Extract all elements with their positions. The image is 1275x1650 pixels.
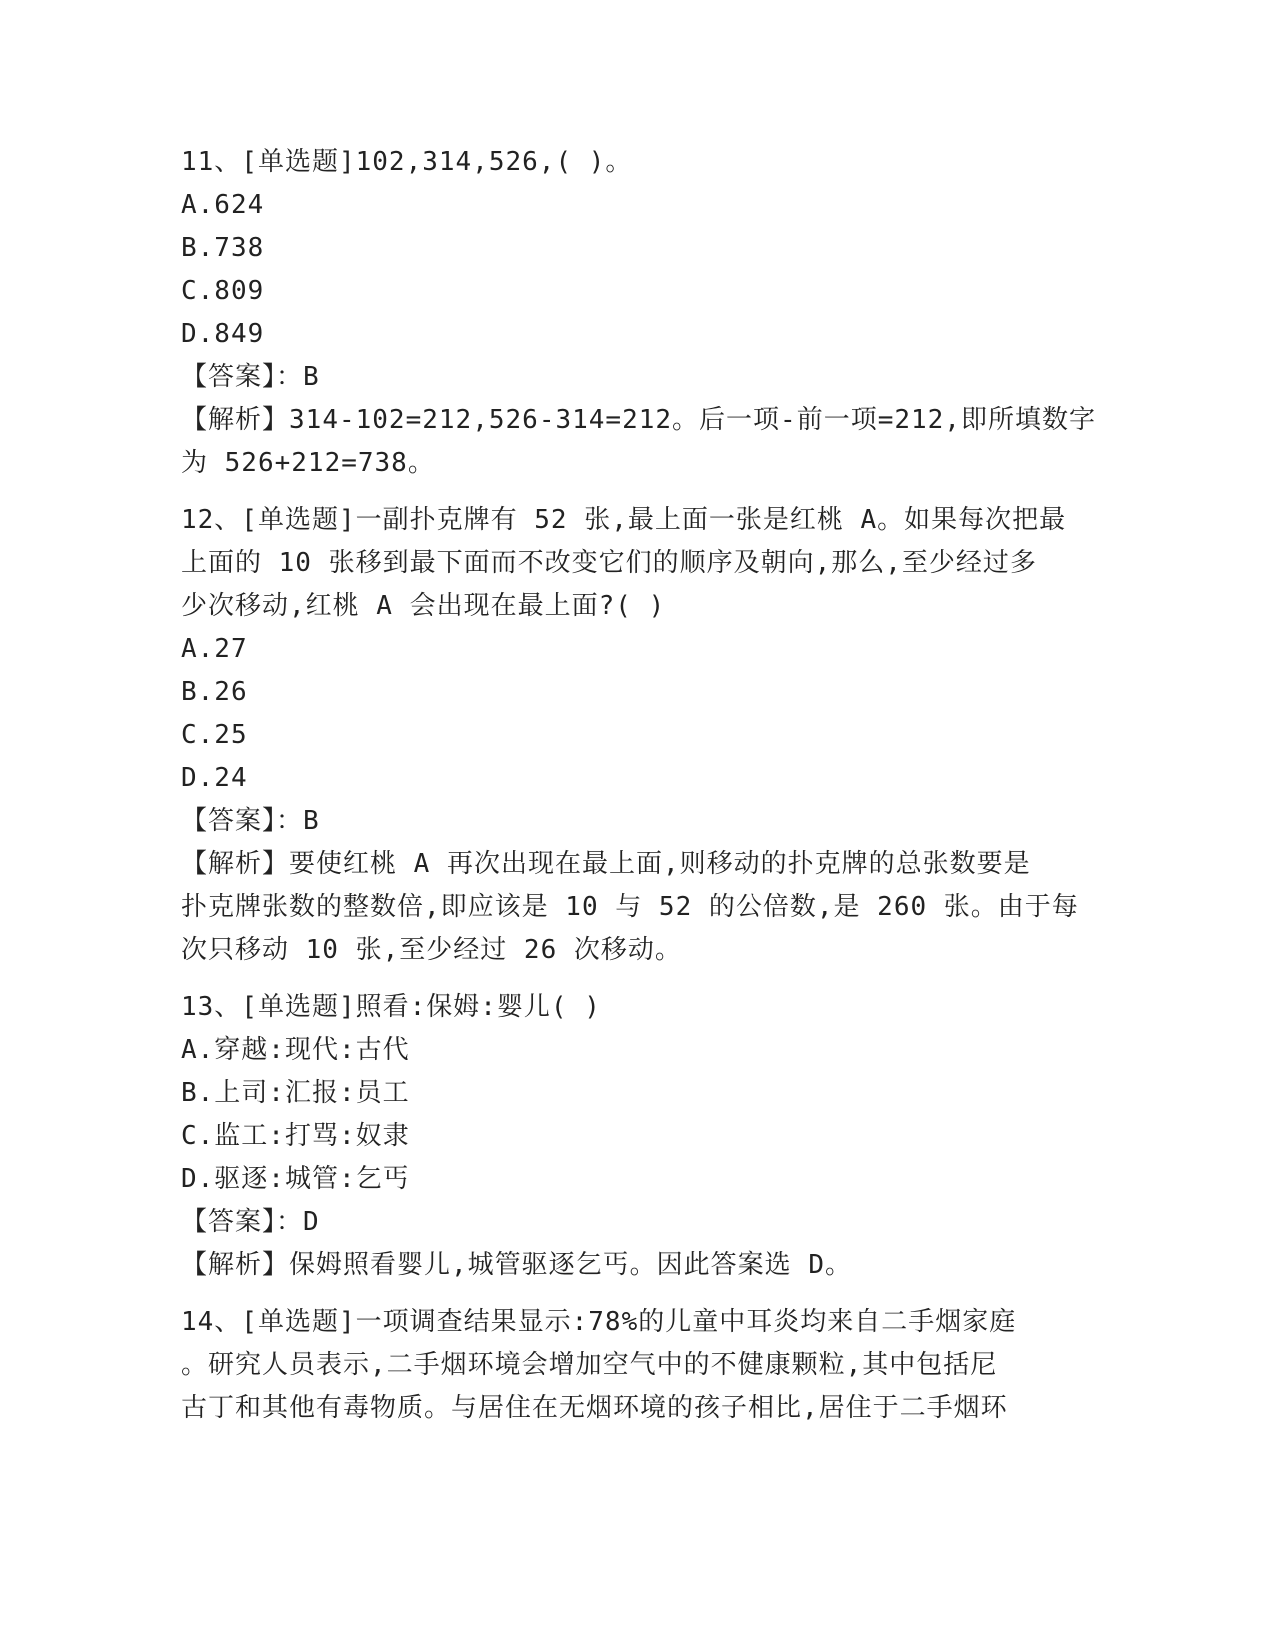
question-13 [181, 986, 1081, 1287]
analysis-text: 314-102=212,526-314=212。后一项-前一项=212,即所填数字 [289, 405, 1096, 435]
question-stem: 14、[单选题]一项调查结果显示:78%的儿童中耳炎均来自二手烟家庭 [181, 1307, 1017, 1337]
analysis-label: 【解析】 [181, 1250, 290, 1280]
option-a: A.27 [181, 634, 248, 664]
answer-label: 【答案】 [181, 1207, 277, 1237]
analysis-line [181, 399, 1096, 442]
option-d: D.849 [181, 319, 265, 349]
option-b: B.26 [181, 677, 248, 707]
question-14 [181, 1301, 1081, 1430]
option-a: A.624 [181, 190, 265, 220]
option-a: A.穿越:现代:古代 [181, 1035, 410, 1065]
analysis-text: 保姆照看婴儿,城管驱逐乞丐。因此答案选 D。 [289, 1250, 852, 1280]
analysis-line: 次只移动 10 张,至少经过 26 次移动。 [181, 935, 682, 965]
question-12 [181, 499, 1081, 972]
answer-line [181, 1201, 1081, 1244]
answer-value: ：B [276, 806, 320, 836]
analysis-line: 为 526+212=738。 [181, 448, 435, 478]
answer-line [181, 800, 1081, 843]
answer-value: ：D [276, 1207, 320, 1237]
question-stem: 上面的 10 张移到最下面而不改变它们的顺序及朝向,那么,至少经过多 [181, 548, 1037, 578]
answer-line [181, 356, 1081, 399]
answer-label: 【答案】 [181, 806, 277, 836]
option-b: B.上司:汇报:员工 [181, 1078, 410, 1108]
analysis-line [181, 843, 1081, 886]
option-c: C.监工:打骂:奴隶 [181, 1121, 410, 1151]
question-stem: 古丁和其他有毒物质。与居住在无烟环境的孩子相比,居住于二手烟环 [181, 1393, 1008, 1423]
question-stem: 13、[单选题]照看:保姆:婴儿( ) [181, 992, 601, 1022]
option-c: C.809 [181, 276, 265, 306]
question-stem: 12、[单选题]一副扑克牌有 52 张,最上面一张是红桃 A。如果每次把最 [181, 505, 1067, 535]
exam-page [181, 141, 1096, 1430]
question-stem: 。研究人员表示,二手烟环境会增加空气中的不健康颗粒,其中包括尼 [181, 1350, 998, 1380]
analysis-line [181, 1244, 1081, 1287]
analysis-label: 【解析】 [181, 405, 290, 435]
option-d: D.驱逐:城管:乞丐 [181, 1164, 410, 1194]
option-b: B.738 [181, 233, 265, 263]
analysis-line: 扑克牌张数的整数倍,即应该是 10 与 52 的公倍数,是 260 张。由于每 [181, 892, 1079, 922]
question-stem: 11、[单选题]102,314,526,( )。 [181, 147, 633, 177]
question-stem: 少次移动,红桃 A 会出现在最上面?( ) [181, 591, 666, 621]
analysis-label: 【解析】 [181, 849, 290, 879]
answer-value: ：B [276, 362, 320, 392]
answer-label: 【答案】 [181, 362, 277, 392]
question-11 [181, 141, 1096, 485]
option-c: C.25 [181, 720, 248, 750]
analysis-text: 要使红桃 A 再次出现在最上面,则移动的扑克牌的总张数要是 [289, 849, 1031, 879]
option-d: D.24 [181, 763, 248, 793]
